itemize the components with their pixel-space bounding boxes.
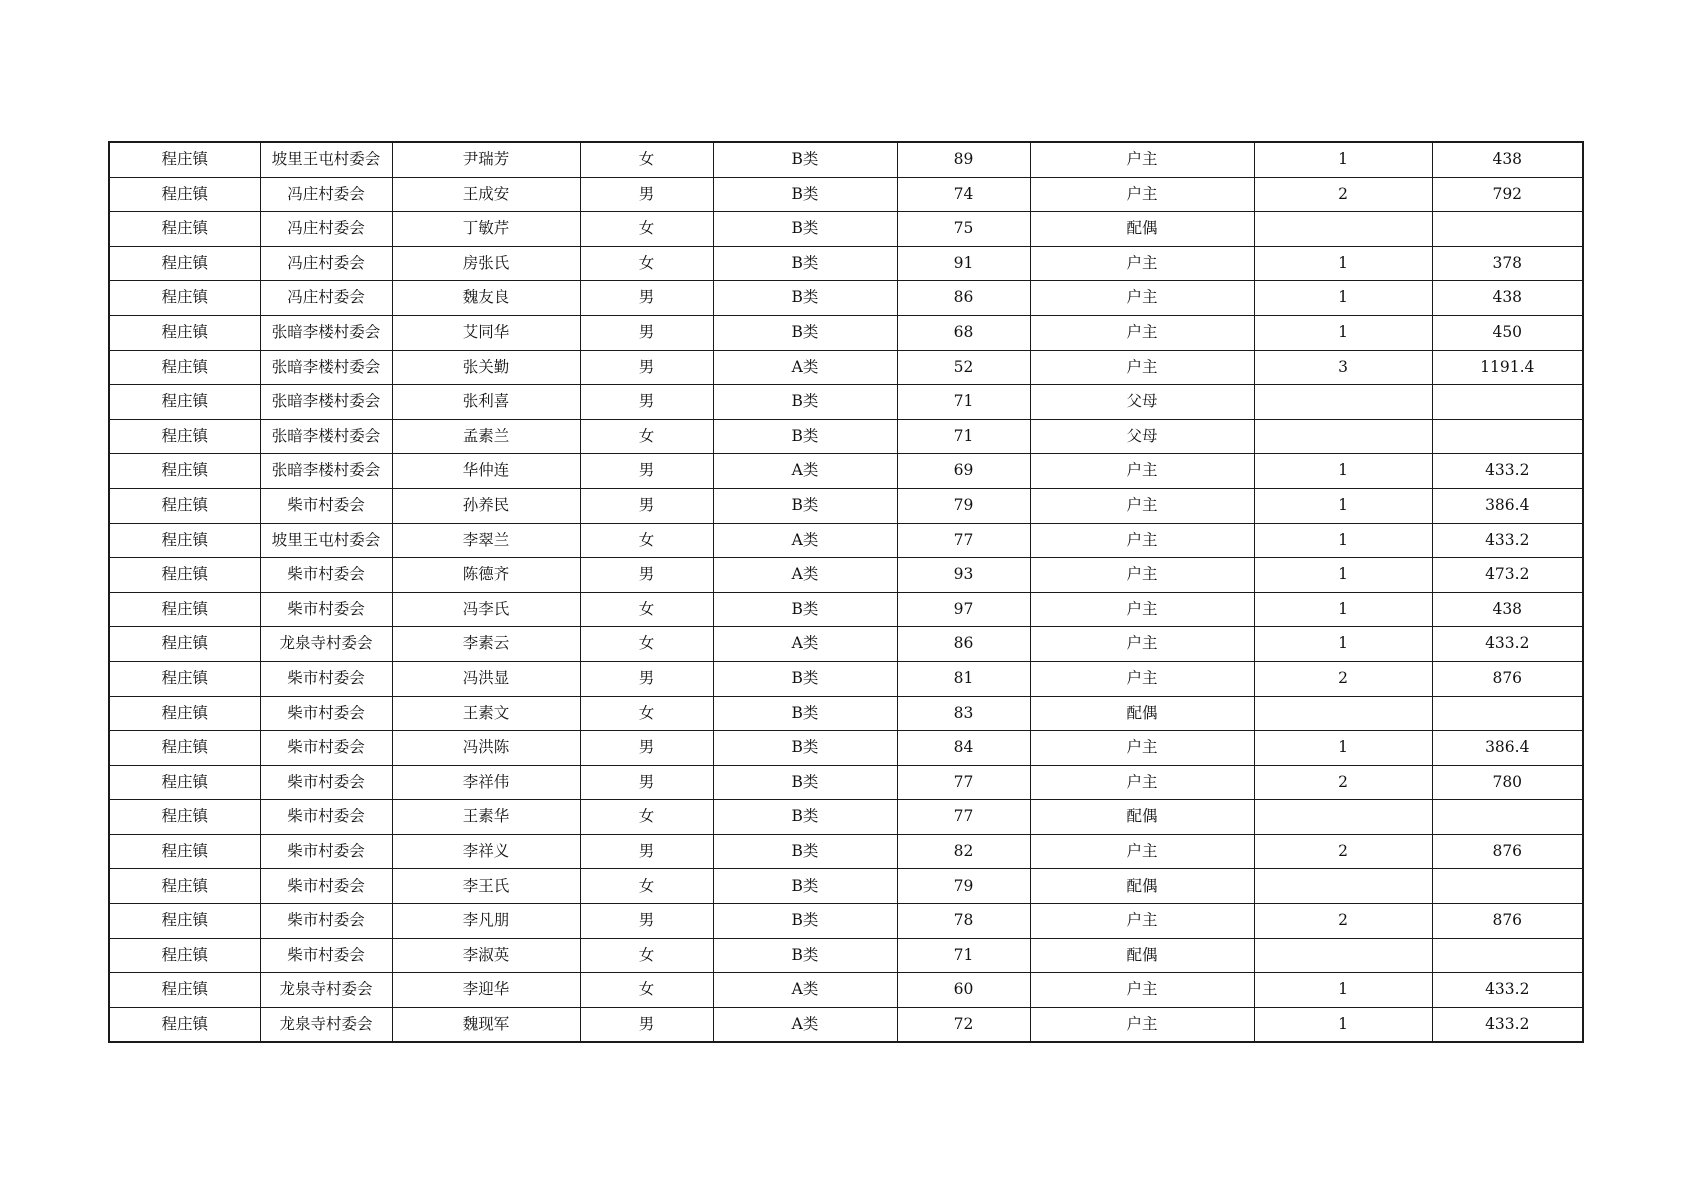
person-name-cell: 房张氏 [392,246,580,281]
household-relation-cell: 配偶 [1030,800,1254,835]
category-cell: B类 [713,765,897,800]
table-row [109,938,1583,973]
age-cell: 82 [897,834,1030,869]
category-cell: A类 [713,523,897,558]
household-size-cell [1254,800,1432,835]
category-cell: B类 [713,385,897,420]
gender-cell: 男 [580,731,713,766]
gender-cell: 女 [580,246,713,281]
age-cell: 79 [897,488,1030,523]
subsidy-amount-cell: 1191.4 [1432,350,1583,385]
household-relation-cell: 配偶 [1030,696,1254,731]
town-cell: 程庄镇 [109,765,260,800]
household-relation-cell: 户主 [1030,765,1254,800]
village-committee-cell: 柴市村委会 [260,696,392,731]
category-cell: A类 [713,973,897,1008]
age-cell: 72 [897,1007,1030,1042]
gender-cell: 女 [580,419,713,454]
category-cell: B类 [713,696,897,731]
age-cell: 74 [897,177,1030,212]
town-cell: 程庄镇 [109,523,260,558]
category-cell: A类 [713,1007,897,1042]
category-cell: B类 [713,142,897,177]
gender-cell: 女 [580,592,713,627]
household-relation-cell: 户主 [1030,973,1254,1008]
household-size-cell: 2 [1254,904,1432,939]
subsidy-amount-cell: 433.2 [1432,627,1583,662]
gender-cell: 女 [580,523,713,558]
household-size-cell: 1 [1254,315,1432,350]
gender-cell: 男 [580,558,713,593]
age-cell: 81 [897,661,1030,696]
household-relation-cell: 户主 [1030,904,1254,939]
household-relation-cell: 户主 [1030,834,1254,869]
village-committee-cell: 龙泉寺村委会 [260,1007,392,1042]
age-cell: 68 [897,315,1030,350]
town-cell: 程庄镇 [109,212,260,247]
gender-cell: 男 [580,281,713,316]
category-cell: B类 [713,800,897,835]
age-cell: 77 [897,765,1030,800]
village-committee-cell: 柴市村委会 [260,731,392,766]
table-row [109,973,1583,1008]
household-relation-cell: 配偶 [1030,869,1254,904]
household-size-cell [1254,419,1432,454]
gender-cell: 男 [580,1007,713,1042]
village-committee-cell: 冯庄村委会 [260,281,392,316]
table-row [109,834,1583,869]
table-row [109,1007,1583,1042]
person-name-cell: 王素文 [392,696,580,731]
household-relation-cell: 户主 [1030,350,1254,385]
household-relation-cell: 配偶 [1030,212,1254,247]
person-name-cell: 冯李氏 [392,592,580,627]
household-relation-cell: 户主 [1030,592,1254,627]
age-cell: 91 [897,246,1030,281]
age-cell: 69 [897,454,1030,489]
subsidy-amount-cell: 438 [1432,592,1583,627]
age-cell: 75 [897,212,1030,247]
table-row [109,142,1583,177]
village-committee-cell: 坡里王屯村委会 [260,142,392,177]
household-size-cell: 1 [1254,281,1432,316]
person-name-cell: 李翠兰 [392,523,580,558]
person-name-cell: 魏友良 [392,281,580,316]
household-size-cell: 1 [1254,454,1432,489]
table-row [109,212,1583,247]
category-cell: B类 [713,419,897,454]
table-row [109,765,1583,800]
subsidy-amount-cell [1432,419,1583,454]
person-name-cell: 冯洪显 [392,661,580,696]
table-row [109,488,1583,523]
household-relation-cell: 户主 [1030,315,1254,350]
category-cell: B类 [713,592,897,627]
subsidy-amount-cell [1432,385,1583,420]
subsidy-amount-cell: 450 [1432,315,1583,350]
category-cell: B类 [713,177,897,212]
gender-cell: 女 [580,627,713,662]
person-name-cell: 李王氏 [392,869,580,904]
village-committee-cell: 坡里王屯村委会 [260,523,392,558]
household-size-cell: 1 [1254,523,1432,558]
household-size-cell: 2 [1254,765,1432,800]
category-cell: B类 [713,315,897,350]
table-body [109,142,1583,1042]
gender-cell: 男 [580,904,713,939]
household-size-cell [1254,385,1432,420]
village-committee-cell: 张暗李楼村委会 [260,419,392,454]
person-name-cell: 李素云 [392,627,580,662]
table-row [109,904,1583,939]
town-cell: 程庄镇 [109,419,260,454]
subsidy-amount-cell: 438 [1432,281,1583,316]
subsidy-amount-cell [1432,869,1583,904]
person-name-cell: 陈德齐 [392,558,580,593]
village-committee-cell: 柴市村委会 [260,488,392,523]
person-name-cell: 丁敏芹 [392,212,580,247]
category-cell: B类 [713,938,897,973]
person-name-cell: 李祥义 [392,834,580,869]
table-row [109,385,1583,420]
household-size-cell: 1 [1254,246,1432,281]
household-size-cell [1254,696,1432,731]
gender-cell: 女 [580,800,713,835]
person-name-cell: 冯洪陈 [392,731,580,766]
town-cell: 程庄镇 [109,281,260,316]
household-size-cell [1254,869,1432,904]
table-row [109,592,1583,627]
table-row [109,350,1583,385]
gender-cell: 男 [580,834,713,869]
person-name-cell: 李淑英 [392,938,580,973]
household-size-cell: 1 [1254,488,1432,523]
household-size-cell: 1 [1254,558,1432,593]
age-cell: 77 [897,523,1030,558]
gender-cell: 男 [580,765,713,800]
table-row [109,177,1583,212]
town-cell: 程庄镇 [109,834,260,869]
village-committee-cell: 柴市村委会 [260,558,392,593]
household-relation-cell: 户主 [1030,246,1254,281]
village-committee-cell: 龙泉寺村委会 [260,627,392,662]
town-cell: 程庄镇 [109,973,260,1008]
subsidy-amount-cell: 792 [1432,177,1583,212]
subsidy-amount-cell [1432,800,1583,835]
gender-cell: 男 [580,315,713,350]
town-cell: 程庄镇 [109,904,260,939]
town-cell: 程庄镇 [109,315,260,350]
beneficiary-table [108,141,1584,1043]
category-cell: B类 [713,904,897,939]
village-committee-cell: 张暗李楼村委会 [260,315,392,350]
table-row [109,419,1583,454]
category-cell: B类 [713,731,897,766]
subsidy-amount-cell: 438 [1432,142,1583,177]
age-cell: 52 [897,350,1030,385]
age-cell: 86 [897,627,1030,662]
age-cell: 77 [897,800,1030,835]
village-committee-cell: 张暗李楼村委会 [260,350,392,385]
household-size-cell [1254,212,1432,247]
age-cell: 71 [897,419,1030,454]
table-row [109,523,1583,558]
person-name-cell: 王成安 [392,177,580,212]
village-committee-cell: 冯庄村委会 [260,212,392,247]
category-cell: B类 [713,246,897,281]
household-relation-cell: 户主 [1030,488,1254,523]
table-row [109,869,1583,904]
village-committee-cell: 龙泉寺村委会 [260,973,392,1008]
village-committee-cell: 冯庄村委会 [260,246,392,281]
category-cell: B类 [713,869,897,904]
village-committee-cell: 冯庄村委会 [260,177,392,212]
gender-cell: 男 [580,385,713,420]
village-committee-cell: 张暗李楼村委会 [260,385,392,420]
village-committee-cell: 张暗李楼村委会 [260,454,392,489]
category-cell: A类 [713,558,897,593]
age-cell: 78 [897,904,1030,939]
gender-cell: 女 [580,869,713,904]
subsidy-amount-cell: 473.2 [1432,558,1583,593]
town-cell: 程庄镇 [109,177,260,212]
table-row [109,661,1583,696]
age-cell: 71 [897,385,1030,420]
age-cell: 60 [897,973,1030,1008]
age-cell: 84 [897,731,1030,766]
subsidy-amount-cell [1432,696,1583,731]
person-name-cell: 张关勤 [392,350,580,385]
household-size-cell: 1 [1254,731,1432,766]
subsidy-amount-cell: 876 [1432,904,1583,939]
household-size-cell: 2 [1254,661,1432,696]
household-relation-cell: 户主 [1030,627,1254,662]
person-name-cell: 李凡朋 [392,904,580,939]
gender-cell: 男 [580,661,713,696]
town-cell: 程庄镇 [109,696,260,731]
gender-cell: 男 [580,454,713,489]
household-size-cell: 1 [1254,592,1432,627]
household-relation-cell: 户主 [1030,281,1254,316]
age-cell: 93 [897,558,1030,593]
household-relation-cell: 配偶 [1030,938,1254,973]
subsidy-amount-cell: 433.2 [1432,973,1583,1008]
subsidy-amount-cell: 780 [1432,765,1583,800]
subsidy-amount-cell: 433.2 [1432,523,1583,558]
town-cell: 程庄镇 [109,385,260,420]
household-relation-cell: 户主 [1030,177,1254,212]
subsidy-amount-cell: 386.4 [1432,731,1583,766]
table-row [109,454,1583,489]
person-name-cell: 孟素兰 [392,419,580,454]
table-row [109,315,1583,350]
town-cell: 程庄镇 [109,869,260,904]
household-relation-cell: 户主 [1030,661,1254,696]
category-cell: A类 [713,454,897,489]
household-relation-cell: 父母 [1030,419,1254,454]
subsidy-amount-cell: 433.2 [1432,454,1583,489]
gender-cell: 女 [580,938,713,973]
age-cell: 89 [897,142,1030,177]
household-size-cell: 1 [1254,973,1432,1008]
person-name-cell: 孙养民 [392,488,580,523]
category-cell: B类 [713,281,897,316]
town-cell: 程庄镇 [109,592,260,627]
town-cell: 程庄镇 [109,661,260,696]
category-cell: B类 [713,488,897,523]
subsidy-amount-cell: 378 [1432,246,1583,281]
gender-cell: 女 [580,212,713,247]
village-committee-cell: 柴市村委会 [260,592,392,627]
household-relation-cell: 户主 [1030,558,1254,593]
subsidy-amount-cell: 386.4 [1432,488,1583,523]
age-cell: 79 [897,869,1030,904]
subsidy-amount-cell: 876 [1432,834,1583,869]
table-row [109,800,1583,835]
person-name-cell: 王素华 [392,800,580,835]
household-size-cell: 3 [1254,350,1432,385]
gender-cell: 男 [580,350,713,385]
table-row [109,281,1583,316]
household-relation-cell: 户主 [1030,142,1254,177]
gender-cell: 女 [580,973,713,1008]
table-row [109,731,1583,766]
subsidy-amount-cell [1432,212,1583,247]
gender-cell: 男 [580,177,713,212]
town-cell: 程庄镇 [109,731,260,766]
person-name-cell: 艾同华 [392,315,580,350]
subsidy-amount-cell [1432,938,1583,973]
town-cell: 程庄镇 [109,627,260,662]
category-cell: B类 [713,834,897,869]
gender-cell: 女 [580,142,713,177]
village-committee-cell: 柴市村委会 [260,869,392,904]
household-relation-cell: 户主 [1030,523,1254,558]
village-committee-cell: 柴市村委会 [260,904,392,939]
town-cell: 程庄镇 [109,142,260,177]
household-size-cell: 2 [1254,834,1432,869]
gender-cell: 女 [580,696,713,731]
subsidy-amount-cell: 433.2 [1432,1007,1583,1042]
town-cell: 程庄镇 [109,454,260,489]
village-committee-cell: 柴市村委会 [260,834,392,869]
village-committee-cell: 柴市村委会 [260,765,392,800]
town-cell: 程庄镇 [109,1007,260,1042]
table-row [109,246,1583,281]
town-cell: 程庄镇 [109,800,260,835]
category-cell: A类 [713,350,897,385]
town-cell: 程庄镇 [109,246,260,281]
household-relation-cell: 户主 [1030,454,1254,489]
gender-cell: 男 [580,488,713,523]
household-size-cell: 1 [1254,1007,1432,1042]
person-name-cell: 华仲连 [392,454,580,489]
village-committee-cell: 柴市村委会 [260,661,392,696]
household-size-cell: 2 [1254,177,1432,212]
category-cell: B类 [713,212,897,247]
category-cell: A类 [713,627,897,662]
age-cell: 86 [897,281,1030,316]
village-committee-cell: 柴市村委会 [260,800,392,835]
person-name-cell: 李祥伟 [392,765,580,800]
town-cell: 程庄镇 [109,558,260,593]
subsidy-amount-cell: 876 [1432,661,1583,696]
village-committee-cell: 柴市村委会 [260,938,392,973]
town-cell: 程庄镇 [109,350,260,385]
age-cell: 71 [897,938,1030,973]
age-cell: 83 [897,696,1030,731]
person-name-cell: 魏现军 [392,1007,580,1042]
table-row [109,627,1583,662]
town-cell: 程庄镇 [109,938,260,973]
person-name-cell: 张利喜 [392,385,580,420]
household-size-cell: 1 [1254,142,1432,177]
town-cell: 程庄镇 [109,488,260,523]
table-row [109,696,1583,731]
household-size-cell: 1 [1254,627,1432,662]
household-relation-cell: 户主 [1030,731,1254,766]
age-cell: 97 [897,592,1030,627]
category-cell: B类 [713,661,897,696]
table-row [109,558,1583,593]
person-name-cell: 李迎华 [392,973,580,1008]
household-relation-cell: 父母 [1030,385,1254,420]
household-size-cell [1254,938,1432,973]
household-relation-cell: 户主 [1030,1007,1254,1042]
person-name-cell: 尹瑞芳 [392,142,580,177]
